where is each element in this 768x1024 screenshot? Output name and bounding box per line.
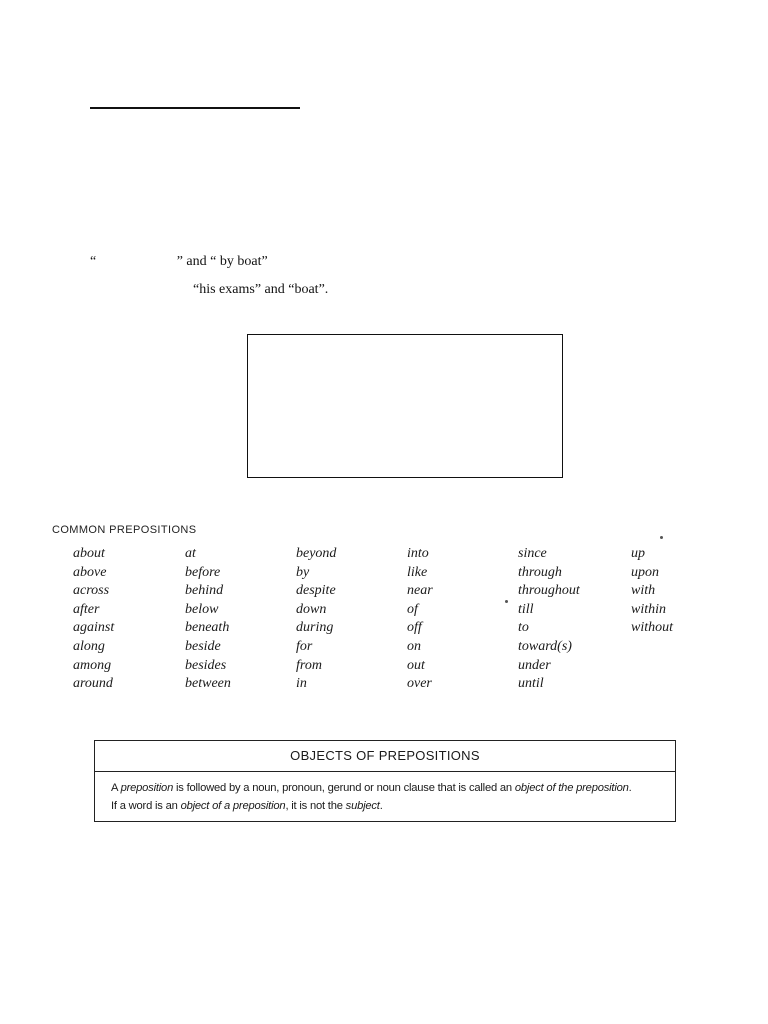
preposition-word: during [296, 620, 334, 636]
intro-line-1: “ ” and “ by boat” [90, 254, 268, 269]
scan-speck [660, 536, 663, 539]
text-span: . [628, 782, 632, 794]
preposition-word: of [407, 601, 418, 617]
preposition-word: over [407, 676, 432, 692]
objects-box-line-1 [111, 779, 675, 797]
preposition-word: to [518, 620, 529, 636]
preposition-word: under [518, 657, 551, 673]
preposition-word: at [185, 546, 196, 561]
preposition-word: beneath [185, 620, 230, 636]
preposition-word: around [73, 676, 113, 692]
preposition-word: within [631, 601, 667, 617]
text-span: is followed by a noun, pronoun, gerund or noun clause that is called an [173, 782, 515, 794]
preposition-word: near [407, 583, 433, 599]
preposition-word: from [296, 657, 322, 673]
preposition-word: with [631, 583, 656, 599]
preposition-word: toward(s) [518, 638, 572, 654]
preposition-word: out [407, 657, 425, 673]
text-span-italic: object of a preposition [180, 800, 286, 812]
preposition-word: throughout [518, 583, 580, 599]
top-rule [90, 107, 300, 109]
preposition-word: about [73, 546, 105, 561]
preposition-word: into [407, 546, 429, 561]
preposition-word: without [631, 620, 674, 636]
preposition-word: down [296, 601, 327, 617]
text-span: , it is not the [285, 800, 346, 812]
preposition-word: upon [631, 564, 659, 580]
text-span: A [111, 782, 121, 794]
preposition-word: behind [185, 583, 224, 599]
empty-box [247, 334, 563, 478]
text-span: . [379, 800, 383, 812]
objects-box-line-2 [111, 797, 675, 815]
preposition-word: by [296, 564, 310, 580]
preposition-word: up [631, 546, 645, 561]
prepositions-heading: COMMON PREPOSITIONS [52, 524, 197, 536]
preposition-word: among [73, 657, 112, 673]
preposition-word: till [518, 601, 534, 617]
preposition-word: along [73, 638, 105, 654]
objects-of-prepositions-box [94, 740, 676, 822]
preposition-word: against [73, 620, 115, 636]
preposition-word: since [518, 546, 547, 561]
preposition-word: besides [185, 657, 227, 673]
preposition-word: on [407, 638, 421, 654]
preposition-word: before [185, 564, 221, 580]
text-span-italic: subject [345, 800, 380, 812]
text-span: If a word is an [111, 800, 181, 812]
preposition-word: despite [296, 583, 336, 599]
preposition-word: off [407, 620, 422, 636]
objects-box-title: OBJECTS OF PREPOSITIONS [95, 741, 675, 772]
text-span-italic: object of the preposition [514, 782, 629, 794]
prepositions-table [73, 545, 713, 694]
preposition-word: for [296, 638, 313, 654]
preposition-word: through [518, 564, 562, 580]
objects-box-body [95, 772, 675, 815]
preposition-word: after [73, 601, 100, 617]
preposition-word: between [185, 676, 231, 692]
preposition-word: like [407, 564, 428, 580]
preposition-word: below [185, 601, 219, 617]
preposition-word: in [296, 676, 307, 692]
preposition-word: above [73, 564, 107, 580]
preposition-word: across [73, 583, 110, 599]
intro-line-2: “his exams” and “boat”. [193, 282, 329, 297]
preposition-word: until [518, 676, 544, 692]
scan-speck [505, 600, 508, 603]
preposition-word: beyond [296, 546, 337, 561]
preposition-word: beside [185, 638, 221, 654]
text-span-italic: preposition [120, 782, 174, 794]
